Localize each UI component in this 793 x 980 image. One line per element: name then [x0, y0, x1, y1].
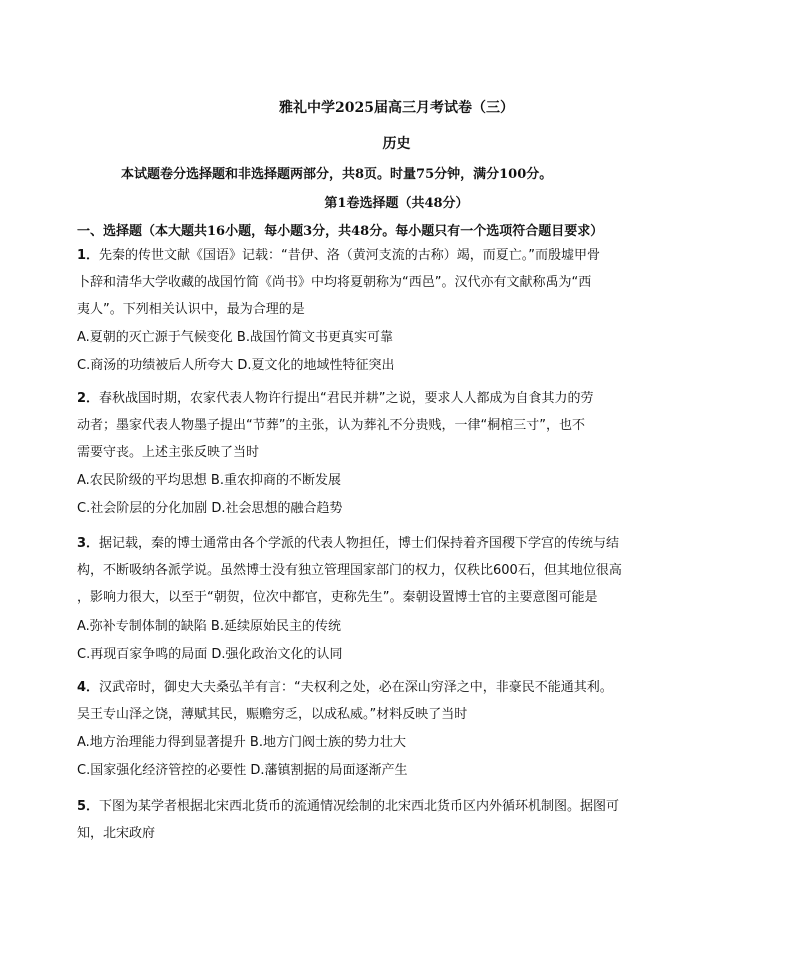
question-number: 3． — [77, 536, 100, 551]
question-3-options-cd: C.再现百家争鸣的局面 D.强化政治文化的认同 — [77, 647, 343, 662]
question-4-options-cd: C.国家强化经济管控的必要性 D.藩镇割据的局面逐渐产生 — [77, 763, 408, 778]
question-4-options-ab: A.地方治理能力得到显著提升 B.地方门阀士族的势力壮大 — [77, 735, 406, 750]
section-title: 第1卷选择题（共48分） — [324, 196, 469, 211]
question-1-line-2: 卜辞和清华大学收藏的战国竹简《尚书》中均将夏朝称为“西邑”。汉代亦有文献称禹为“西 — [77, 275, 592, 290]
question-5-line-1: 5．下图为某学者根据北宋西北货币的流通情况绘制的北宋西北货币区内外循环机制图。据图可 — [77, 799, 620, 814]
question-4-line-2: 吴王专山泽之饶，薄赋其民，赈赡穷乏，以成私威。”材料反映了当时 — [77, 707, 468, 722]
part-heading: 一、选择题（本大题共16小题，每小题3分，共48分。每小题只有一个选项符合题目要求） — [77, 224, 604, 239]
exam-intro: 本试题卷分选择题和非选择题两部分，共8页。时量75分钟，满分100分。 — [121, 167, 553, 182]
question-2-line-1: 2．春秋战国时期，农家代表人物许行提出“君民并耕”之说，要求人人都成为自食其力的劳 — [77, 391, 594, 406]
question-1-line-1: 1．先秦的传世文献《国语》记载：“昔伊、洛（黄河支流的古称）竭，而夏亡。”而殷墟甲骨 — [77, 248, 601, 263]
question-number: 2． — [77, 391, 100, 406]
question-3-line-3: ，影响力很大，以至于“朝贺，位次中都官，吏称先生”。秦朝设置博士官的主要意图可能是 — [77, 590, 598, 605]
exam-title: 雅礼中学2025届高三月考试卷（三） — [279, 100, 514, 116]
question-3-line-2: 构，不断吸纳各派学说。虽然博士没有独立管理国家部门的权力，仅秩比600石，但其地位很高 — [77, 563, 622, 578]
subject-title: 历史 — [382, 136, 411, 152]
question-number: 1． — [77, 248, 100, 263]
question-2-options-ab: A.农民阶级的平均思想 B.重农抑商的不断发展 — [77, 473, 341, 488]
question-3-line-1: 3．据记载，秦的博士通常由各个学派的代表人物担任，博士们保持着齐国稷下学宫的传统与结 — [77, 536, 620, 551]
question-2-options-cd: C.社会阶层的分化加剧 D.社会思想的融合趋势 — [77, 501, 343, 516]
question-5-line-2: 知，北宋政府 — [77, 826, 156, 841]
question-number: 4． — [77, 680, 100, 695]
question-2-line-2: 动者；墨家代表人物墨子提出“节葬”的主张，认为葬礼不分贵贱，一律“桐棺三寸”，也不 — [77, 418, 585, 433]
question-3-options-ab: A.弥补专制体制的缺陷 B.延续原始民主的传统 — [77, 619, 341, 634]
question-1-options-ab: A.夏朝的灭亡源于气候变化 B.战国竹简文书更真实可靠 — [77, 330, 393, 345]
question-1-options-cd: C.商汤的功绩被后人所夸大 D.夏文化的地域性特征突出 — [77, 358, 395, 373]
question-number: 5． — [77, 799, 100, 814]
question-1-line-3: 夷人”。下列相关认识中，最为合理的是 — [77, 302, 305, 317]
question-4-line-1: 4．汉武帝时，御史大夫桑弘羊有言：“夫权利之处，必在深山穷泽之中，非豪民不能通其利。 — [77, 680, 613, 695]
question-2-line-3: 需要守丧。上述主张反映了当时 — [77, 445, 260, 460]
